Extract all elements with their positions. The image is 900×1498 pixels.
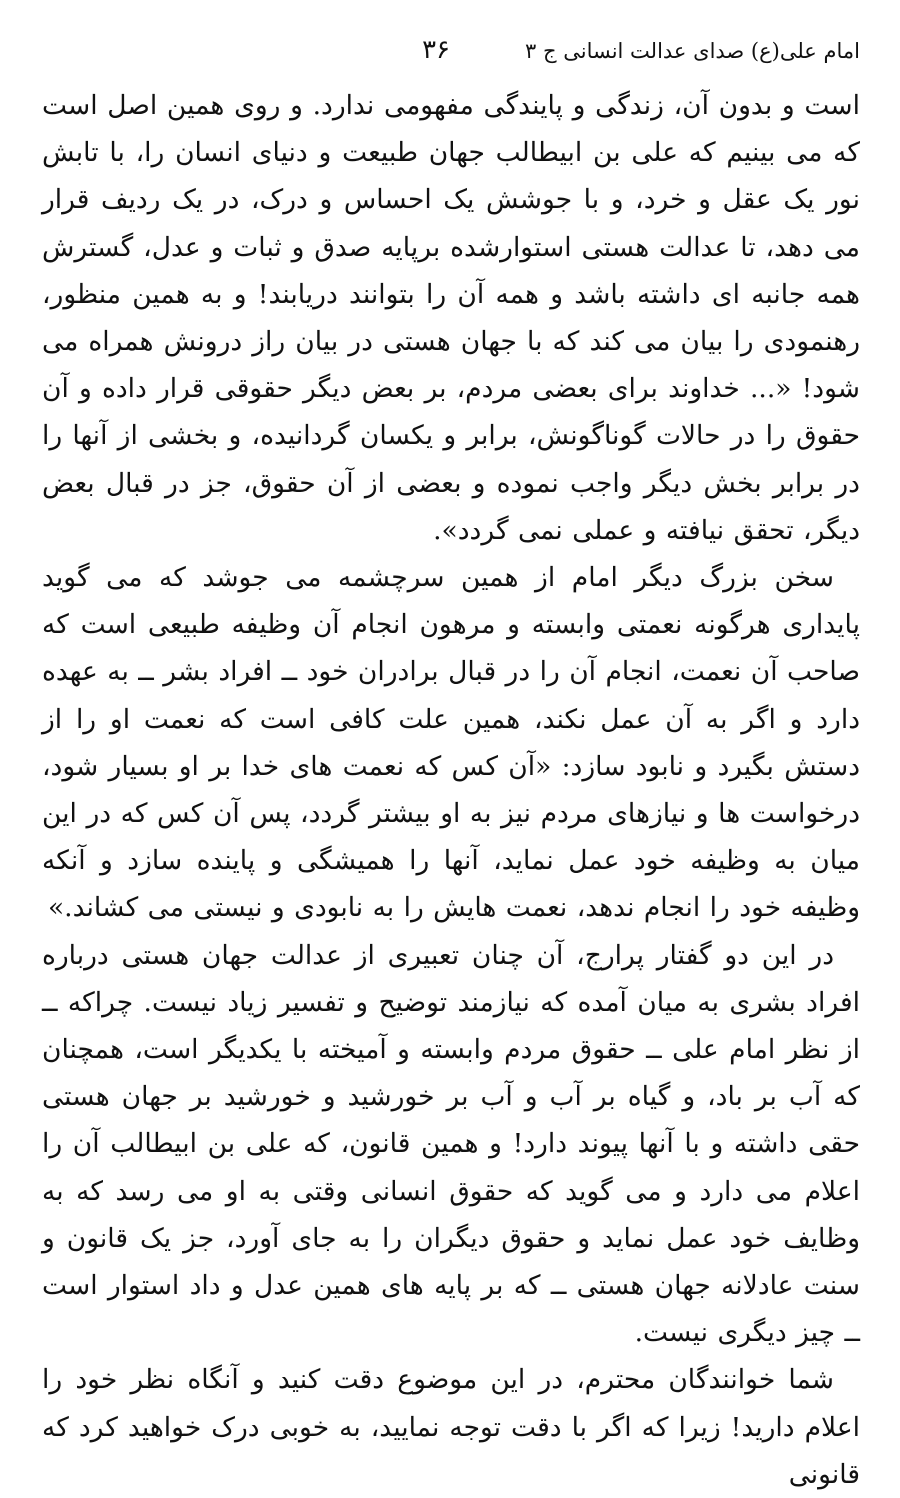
body-text bbox=[42, 82, 860, 1498]
paragraph: در این دو گفتار پرارج، آن چنان تعبیری از عدالت جهان هستی درباره افراد بشری به میان آمده که نیازمند توضیح و تفسیر زیاد نیست. چراکه ــ از نظر امام علی ــ حقوق مردم وابسته و آمیخته با یکدیگر است، همچنان که آب بر باد، و گیاه بر آب و آب بر خورشید و خورشید بر جهان هستی حقی داشته و با آنها پیوند دارد! و همین قانون، که علی بن ابیطالب آن را اعلام می دارد و می گوید که حقوق انسانی وقتی به او می رسد که به وظایف خود عمل نماید و حقوق دیگران را به جای آورد، جز یک قانون و سنت عادلانه جهان هستی ــ که بر پایه های همین عدل و داد استوار است ــ چیز دیگری نیست. bbox=[42, 939, 860, 1349]
page-number: ۳۶ bbox=[422, 35, 450, 65]
paragraph: شما خوانندگان محترم، در این موضوع دقت کنید و آنگاه نظر خود را اعلام دارید! زیرا که اگر با دقت توجه نمایید، به خوبی درک خواهید کرد که قانونی bbox=[42, 1364, 860, 1490]
paragraph-continuation: است و بدون آن، زندگی و پایندگی مفهومی ندارد. و روی همین اصل است که می بینیم که علی بن ابیطالب جهان طبیعت و دنیای انسان را، با تابش نور یک عقل و خرد، و با جوشش یک احساس و درک، در یک ردیف قرار می دهد، تا عدالت هستی استوارشده برپایه صدق و ثبات و عدل، گسترش همه جانبه ای داشته باشد و همه آن را بتوانند دریابند! و به همین منظور، رهنمودی را بیان می کند که با جهان هستی در بیان راز درونش همراه می شود! «... خداوند برای بعضی مردم، بر بعض دیگر حقوقی قرار داده و آن حقوق را در حالات گوناگونش، برابر و یکسان گردانیده، و بخشی از آنها را در برابر بخش دیگر واجب نموده و بعضی از آن حقوق، جز در قبال بعض دیگر، تحقق نیافته و عملی نمی گردد». bbox=[42, 90, 860, 546]
book-page bbox=[42, 0, 860, 1490]
running-title: امام علی(ع) صدای عدالت انسانی ج ۳ bbox=[525, 39, 860, 63]
paragraph: سخن بزرگ دیگر امام از همین سرچشمه می جوشد که می گوید پایداری هرگونه نعمتی وابسته و مرهون انجام آن وظیفه طبیعی است که صاحب آن نعمت، انجام آن را در قبال برادران خود ــ افراد بشر ــ به عهده دارد و اگر به آن عمل نکند، همین علت کافی است که نعمت او را از دستش بگیرد و نابود سازد: «آن کس که نعمت های خدا بر او بسیار شود، درخواست ها و نیازهای مردم نیز به او بیشتر گردد، پس آن کس که در این میان به وظیفه خود عمل نماید، آنها را همیشگی و پاینده سازد و آنکه وظیفه خود را انجام ندهد، نعمت هایش را به نابودی و نیستی می کشاند.» bbox=[42, 562, 860, 924]
page-header bbox=[42, 34, 860, 74]
